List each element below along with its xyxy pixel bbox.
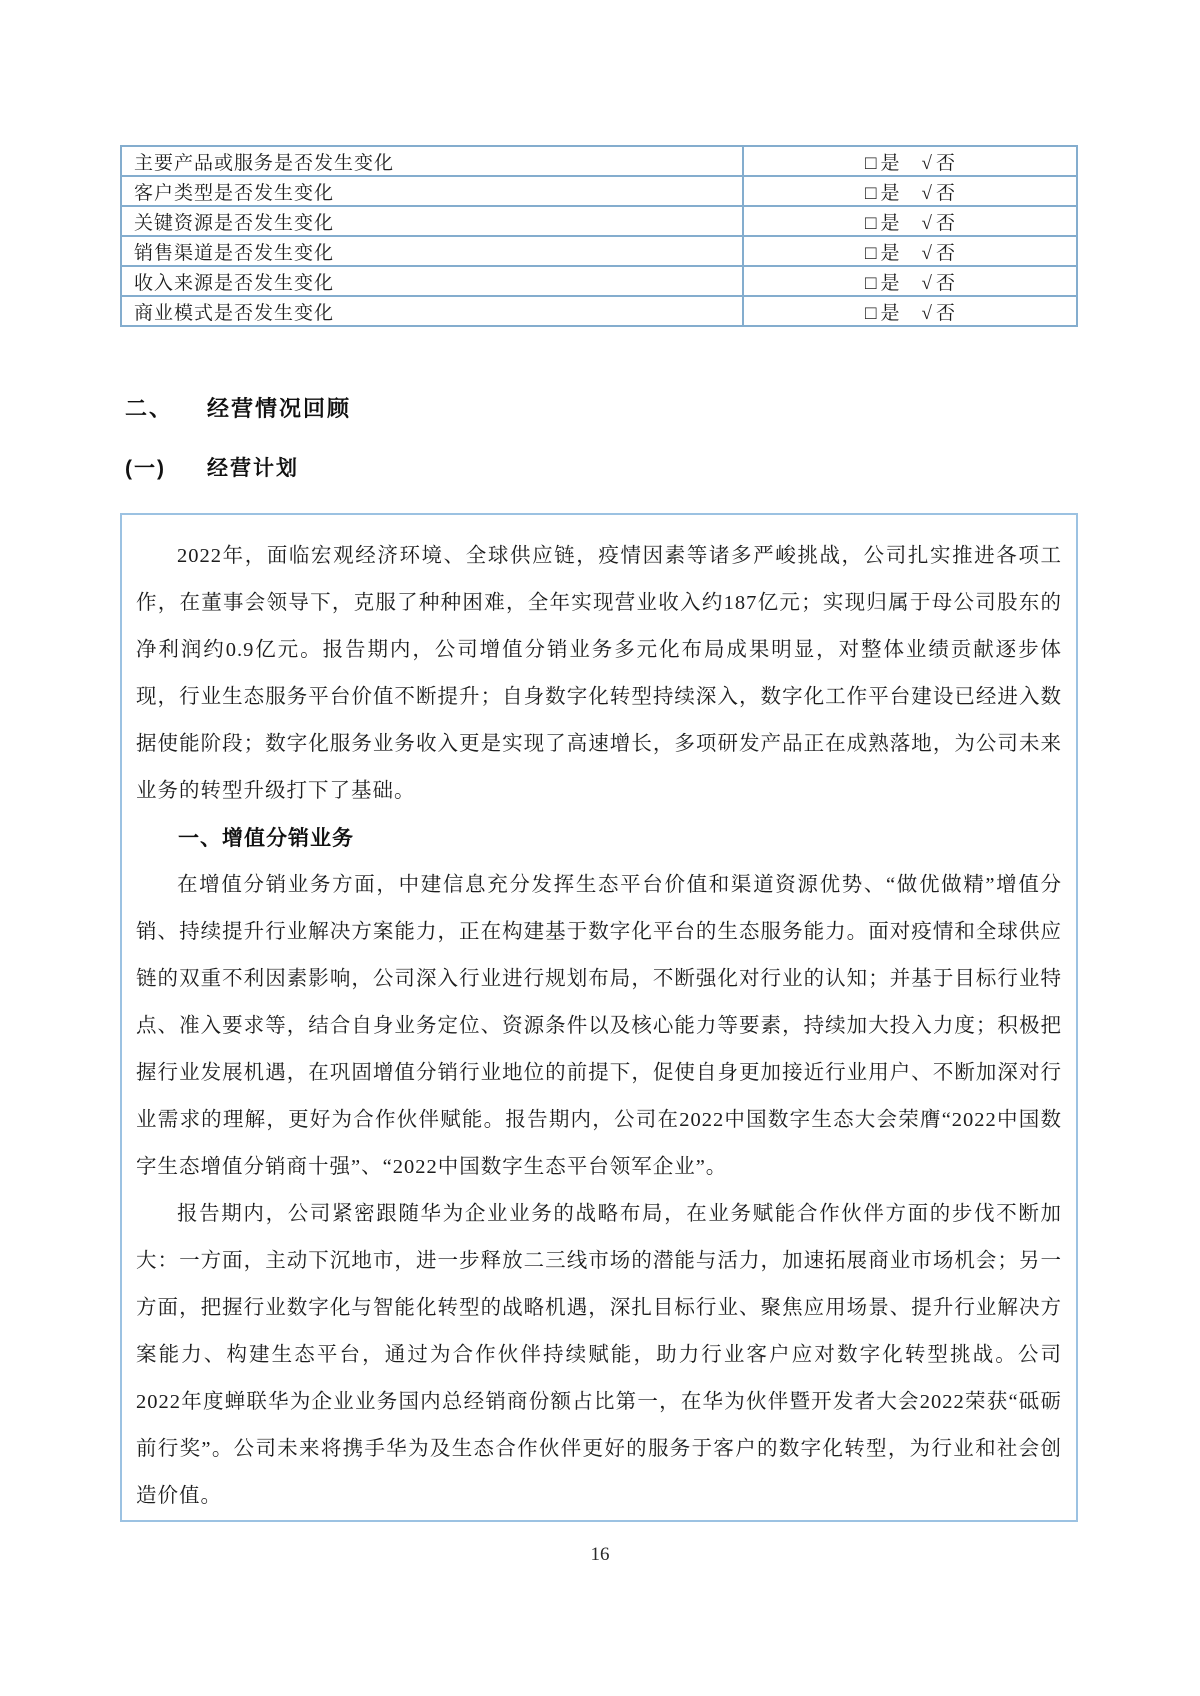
paragraph-distribution: 在增值分销业务方面，中建信息充分发挥生态平台价值和渠道资源优势、“做优做精”增值分销、持续提升行业解决方案能力，正在构建基于数字化平台的生态服务能力。面对疫情和全球供应链的双重不利因素影响，公司深入行业进行规划布局，不断强化对行业的认知；并基于目标行业特点、准入要求等，结合自身业务定位、资源条件以及核心能力等要素，持续加大投入力度；积极把握行业发展机遇，在巩固增值分销行业地位的前提下，促使自身更加接近行业用户、不断加深对行业需求的理解，更好为合作伙伴赋能。报告期内，公司在2022中国数字生态大会荣膺“2022中国数字生态增值分销商十强”、“2022中国数字生态平台领军企业”。 [136,874,1062,1178]
checkmark-icon: √ [921,212,932,234]
yes-option [865,298,900,325]
subsection-number: (一) [125,457,166,480]
no-option [922,268,955,295]
checkbox-unchecked-icon: □ [865,182,877,204]
table-row [121,206,1077,236]
table-row [121,266,1077,296]
table-row-label: 商业模式是否发生变化 [121,296,743,326]
checkbox-unchecked-icon: □ [865,152,877,174]
checkmark-icon: √ [921,302,932,324]
table-row-options [743,176,1077,206]
table-row-options [743,206,1077,236]
checkmark-icon: √ [921,152,932,174]
table-row-options [743,236,1077,266]
page-footer [0,1544,1200,1566]
section-heading [125,392,351,423]
yes-option [865,148,900,175]
page-number: 16 [590,1544,610,1565]
no-label: 否 [935,242,955,264]
no-option [922,208,955,235]
checkmark-icon: √ [921,272,932,294]
checkmark-icon: √ [921,242,932,264]
section-number: 二、 [125,396,174,421]
section-title: 经营情况回顾 [207,396,352,421]
no-label: 否 [935,272,955,294]
checkbox-unchecked-icon: □ [865,242,877,264]
checkmark-icon: √ [921,182,932,204]
checkbox-unchecked-icon: □ [865,272,877,294]
subsection-heading [125,452,299,482]
yes-option [865,268,900,295]
no-label: 否 [935,212,955,234]
no-label: 否 [935,152,955,174]
table-row-label: 客户类型是否发生变化 [121,176,743,206]
table-row-options [743,146,1077,176]
paragraph-overview: 2022年，面临宏观经济环境、全球供应链，疫情因素等诸多严峻挑战，公司扎实推进各项工作，在董事会领导下，克服了种种困难，全年实现营业收入约187亿元；实现归属于母公司股东的净利润约0.9亿元。报告期内，公司增值分销业务多元化布局成果明显，对整体业绩贡献逐步体现，行业生态服务平台价值不断提升；自身数字化转型持续深入，数字化工作平台建设已经进入数据使能阶段；数字化服务业务收入更是实现了高速增长，多项研发产品正在成熟落地，为公司未来业务的转型升级打下了基础。 [136,545,1062,802]
business-change-table [120,145,1078,327]
yes-label: 是 [880,302,900,324]
content-box [120,513,1078,1522]
yes-option [865,238,900,265]
no-option [922,178,955,205]
yes-option [865,178,900,205]
table-row-options [743,296,1077,326]
yes-label: 是 [880,242,900,264]
yes-label: 是 [880,152,900,174]
no-option [922,148,955,175]
table-row-label: 销售渠道是否发生变化 [121,236,743,266]
no-label: 否 [935,182,955,204]
checkbox-unchecked-icon: □ [865,302,877,324]
table-row-label: 主要产品或服务是否发生变化 [121,146,743,176]
table-row [121,146,1077,176]
table-row-options [743,266,1077,296]
paragraph-huawei: 报告期内，公司紧密跟随华为企业业务的战略布局，在业务赋能合作伙伴方面的步伐不断加大：一方面，主动下沉地市，进一步释放二三线市场的潜能与活力，加速拓展商业市场机会；另一方面，把握行业数字化与智能化转型的战略机遇，深扎目标行业、聚焦应用场景、提升行业解决方案能力、构建生态平台，通过为合作伙伴持续赋能，助力行业客户应对数字化转型挑战。公司2022年度蝉联华为企业业务国内总经销商份额占比第一，在华为伙伴暨开发者大会2022荣获“砥砺前行奖”。公司未来将携手华为及生态合作伙伴更好的服务于客户的数字化转型，为行业和社会创造价值。 [136,1203,1062,1507]
table-row-label: 关键资源是否发生变化 [121,206,743,236]
yes-label: 是 [880,212,900,234]
yes-label: 是 [880,272,900,294]
no-option [922,238,955,265]
subsection-title: 经营计划 [207,457,299,480]
table-row-label: 收入来源是否发生变化 [121,266,743,296]
yes-label: 是 [880,182,900,204]
subsection-bold-title: 一、增值分销业务 [178,827,354,850]
table-row [121,236,1077,266]
table-row [121,296,1077,326]
no-label: 否 [935,302,955,324]
yes-option [865,208,900,235]
checkbox-unchecked-icon: □ [865,212,877,234]
table-row [121,176,1077,206]
no-option [922,298,955,325]
